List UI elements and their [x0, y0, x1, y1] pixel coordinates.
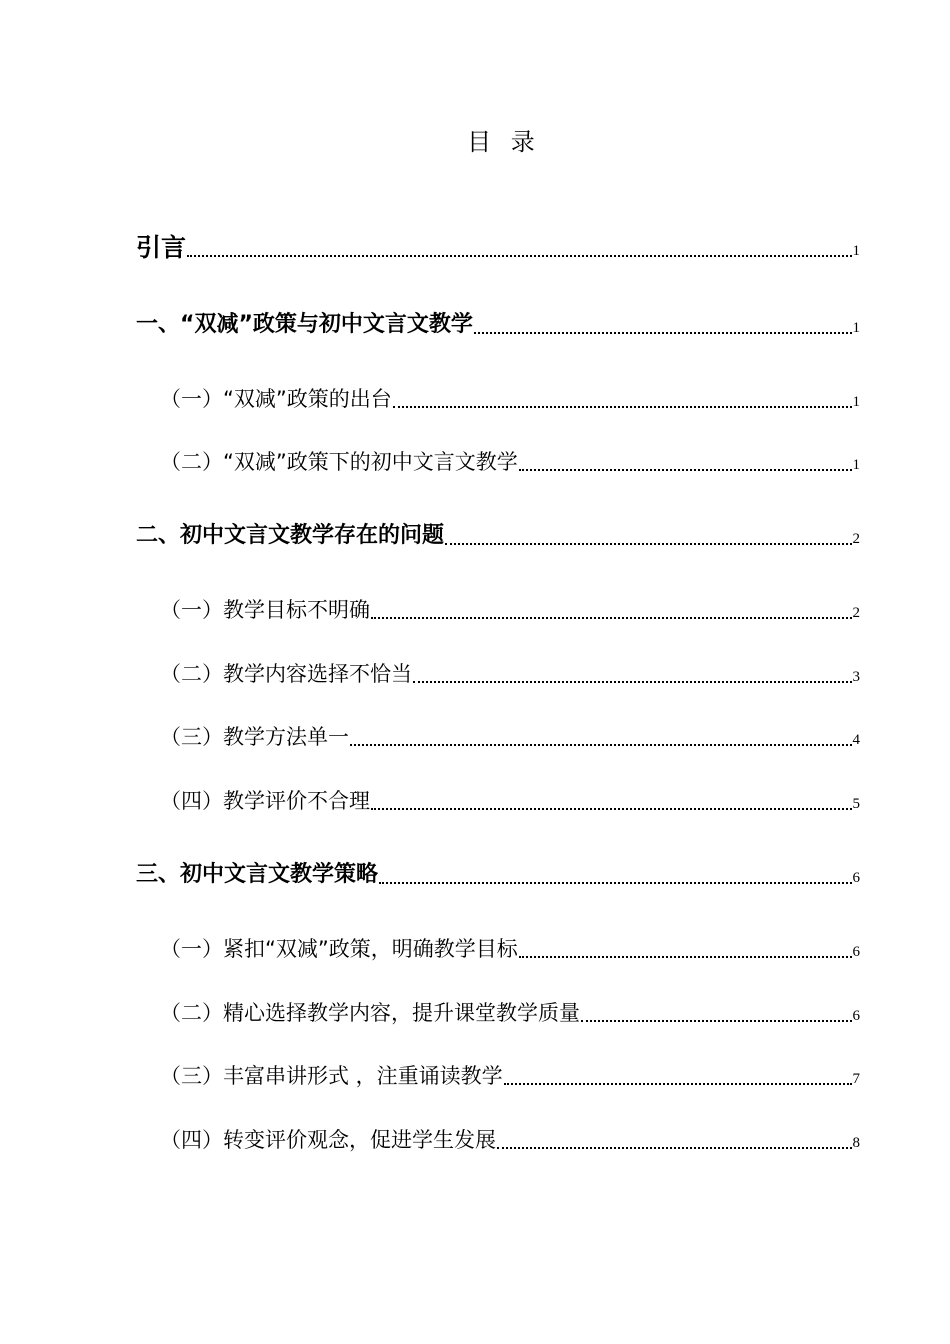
toc-page-number: 7	[852, 1071, 860, 1087]
toc-entry-chapter-1[interactable]	[136, 310, 860, 340]
toc-page-number: 5	[852, 796, 860, 812]
toc-entry-label: 一、“双减”政策与初中文言文教学	[136, 312, 473, 337]
toc-entry-section-2-4[interactable]	[160, 786, 860, 816]
toc-entry-introduction[interactable]	[136, 233, 860, 263]
toc-page-number: 8	[852, 1135, 860, 1151]
toc-page-number: 2	[852, 531, 860, 547]
toc-page-number: 1	[852, 243, 860, 259]
toc-entry-label: （一）“双减”政策的出台	[160, 387, 392, 411]
toc-page-number: 6	[852, 1008, 860, 1024]
toc-page-number: 2	[852, 605, 860, 621]
toc-page-number: 6	[852, 944, 860, 960]
toc-entry-label: 引言	[136, 233, 187, 262]
toc-dot-leader	[379, 882, 851, 884]
toc-entry-label: （四）转变评价观念，促进学生发展	[160, 1128, 496, 1152]
toc-entry-label: （二）精心选择教学内容，提升课堂教学质量	[160, 1001, 580, 1025]
toc-entry-section-2-2[interactable]	[160, 659, 860, 689]
toc-entry-section-1-1[interactable]	[160, 384, 860, 414]
toc-entry-section-3-3[interactable]	[160, 1061, 860, 1091]
toc-entry-chapter-2[interactable]	[136, 521, 860, 551]
toc-entry-label: （三）丰富串讲形式 ，注重诵读教学	[160, 1064, 503, 1088]
toc-dot-leader	[393, 406, 852, 408]
toc-dot-leader	[519, 469, 852, 471]
toc-dot-leader	[350, 744, 852, 746]
toc-entry-section-2-1[interactable]	[160, 595, 860, 625]
toc-entry-label: 三、初中文言文教学策略	[136, 862, 379, 887]
toc-entry-section-3-4[interactable]	[160, 1125, 860, 1155]
toc-entry-label: （一）教学目标不明确	[160, 598, 370, 622]
toc-entry-label: （一）紧扣“双减”政策，明确教学目标	[160, 937, 518, 961]
toc-entry-label: （二）“双减”政策下的初中文言文教学	[160, 450, 518, 474]
toc-entry-label: （三）教学方法单一	[160, 725, 349, 749]
toc-entry-section-3-2[interactable]	[160, 998, 860, 1028]
toc-dot-leader	[371, 808, 852, 810]
toc-dot-leader	[187, 255, 851, 257]
toc-entry-section-3-1[interactable]	[160, 934, 860, 964]
toc-dot-leader	[445, 543, 851, 545]
toc-entry-label: （二）教学内容选择不恰当	[160, 662, 412, 686]
toc-dot-leader	[371, 617, 852, 619]
toc-entry-chapter-3[interactable]	[136, 860, 860, 890]
toc-page-number: 4	[852, 732, 860, 748]
toc-page-number: 1	[852, 320, 860, 336]
toc-dot-leader	[413, 681, 852, 683]
toc-dot-leader	[581, 1020, 852, 1022]
toc-page-number: 3	[852, 669, 860, 685]
toc-page-number: 1	[852, 457, 860, 473]
toc-entry-label: （四）教学评价不合理	[160, 789, 370, 813]
toc-dot-leader	[497, 1147, 852, 1149]
toc-dot-leader	[519, 956, 852, 958]
toc-title: 目 录	[467, 128, 541, 156]
toc-entry-section-1-2[interactable]	[160, 447, 860, 477]
toc-page-number: 1	[852, 394, 860, 410]
toc-dot-leader	[504, 1083, 852, 1085]
toc-entry-section-2-3[interactable]	[160, 722, 860, 752]
toc-dot-leader	[474, 332, 852, 334]
toc-entry-label: 二、初中文言文教学存在的问题	[136, 523, 445, 548]
toc-page-number: 6	[852, 870, 860, 886]
